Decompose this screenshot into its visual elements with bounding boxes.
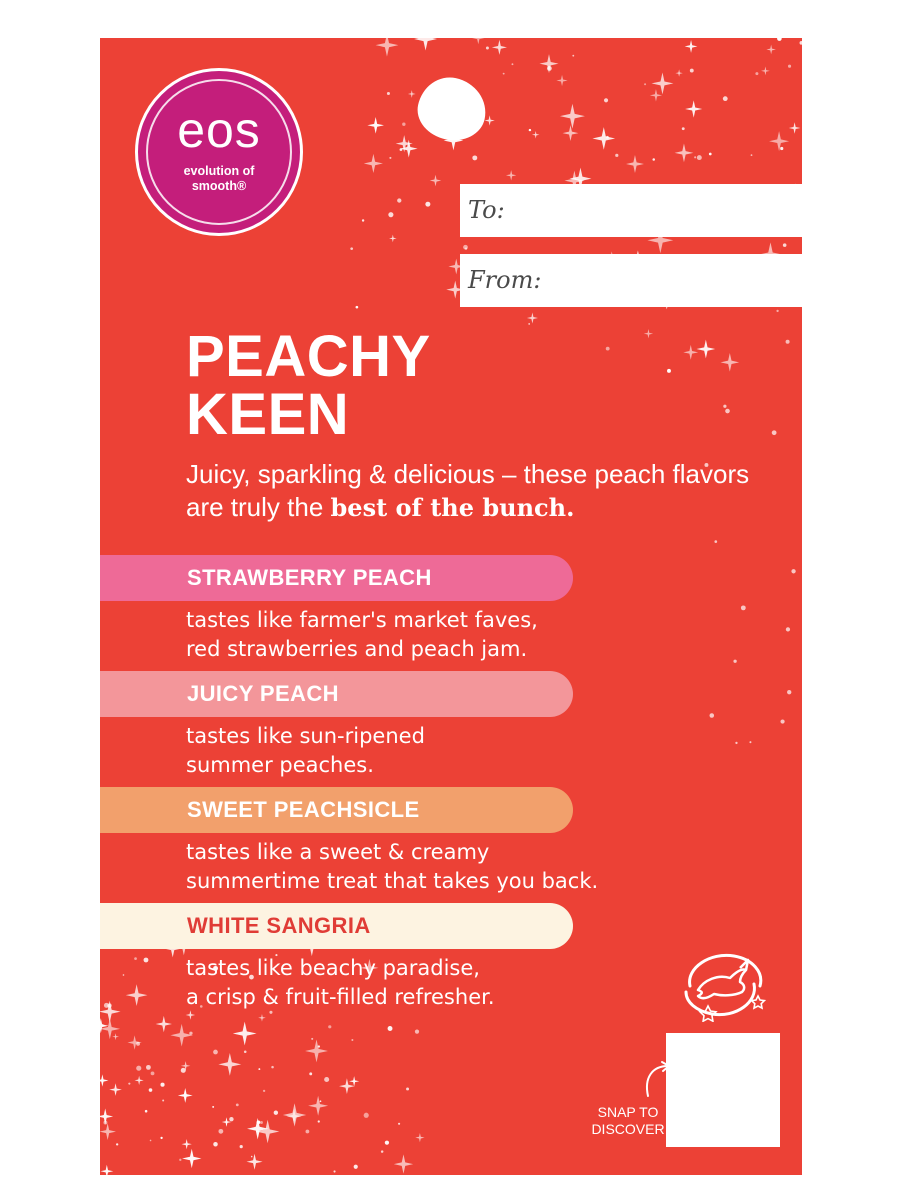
sparkle — [644, 329, 653, 338]
sparkle-dot — [791, 569, 795, 573]
sparkle-dot — [788, 65, 791, 68]
sparkle — [506, 170, 516, 180]
sparkle-dot — [350, 247, 353, 250]
sparkle-dot — [486, 47, 489, 50]
sparkle-dot — [236, 1103, 239, 1106]
sparkle — [135, 1076, 144, 1085]
flavor-bar-white-sangria — [100, 903, 573, 949]
sparkle-dot — [529, 129, 531, 131]
sparkle-dot — [189, 1032, 192, 1035]
sparkle-dot — [777, 38, 782, 41]
sparkle-dot — [709, 713, 714, 718]
snap-to-discover-label — [588, 1104, 668, 1138]
sparkle — [367, 117, 384, 134]
intro-body: Juicy, sparkling & delicious – these peach flavors are truly the — [186, 459, 750, 522]
sparkle-dot — [776, 310, 778, 312]
sparkle — [766, 45, 776, 55]
sparkle-dot — [503, 73, 505, 75]
sparkle — [675, 69, 682, 76]
sparkle — [539, 54, 558, 73]
sparkle-dot — [741, 605, 746, 610]
sparkle-dot — [425, 202, 430, 207]
sparkle-dot — [735, 742, 737, 744]
sparkle-dot — [512, 63, 514, 65]
sparkle-dot — [723, 405, 726, 408]
sparkle — [675, 143, 694, 162]
sparkle — [100, 1018, 108, 1033]
sparkle-dot — [697, 155, 702, 160]
flavor-desc-white-sangria — [186, 954, 726, 1012]
flavor-desc-strawberry-peach — [186, 606, 726, 664]
sparkle-dot — [213, 1050, 218, 1055]
sparkle-dot — [128, 1083, 130, 1085]
sparkle-dot — [318, 1120, 320, 1122]
snapcode-placeholder[interactable] — [666, 1033, 780, 1147]
flavor-desc-juicy-peach — [186, 722, 726, 780]
intro-text — [186, 458, 766, 524]
sparkle-dot — [306, 1130, 310, 1134]
flavor-desc-line: red strawberries and peach jam. — [186, 637, 528, 661]
sparkle — [308, 1096, 328, 1116]
sparkle — [563, 125, 579, 141]
flavor-desc-line: summer peaches. — [186, 753, 374, 777]
to-field[interactable] — [460, 184, 802, 237]
flavor-desc-line: tastes like farmer's market faves, — [186, 608, 538, 632]
sparkle — [415, 1133, 424, 1142]
sparkle — [761, 67, 770, 76]
sparkle — [170, 1024, 193, 1047]
sparkle-dot — [151, 1071, 155, 1075]
sparkle-dot — [723, 96, 728, 101]
sparkle-dot — [786, 627, 790, 631]
sparkle-dot — [162, 1100, 164, 1102]
sparkle — [127, 1035, 141, 1049]
sparkle-dot — [116, 1143, 118, 1145]
sparkle — [109, 1083, 122, 1096]
sparkle-dot — [146, 1065, 151, 1070]
sparkle-dot — [144, 958, 149, 963]
sparkle — [305, 1040, 328, 1063]
sparkle-dot — [160, 1083, 164, 1087]
sparkle — [685, 100, 702, 117]
sparkle-dot — [800, 41, 802, 45]
sparkle — [287, 1109, 302, 1124]
sparkle — [492, 40, 507, 55]
sparkle-dot — [136, 1042, 140, 1046]
sparkle-dot — [356, 306, 359, 309]
sparkle-dot — [604, 98, 608, 102]
sparkle-dot — [103, 1121, 107, 1125]
sparkle-dot — [733, 660, 736, 663]
sparkle-dot — [274, 1111, 278, 1115]
sparkle — [592, 127, 615, 150]
headline-line2: KEEN — [186, 382, 350, 447]
sparkle-dot — [328, 1025, 331, 1028]
sparkle-dot — [218, 1129, 223, 1134]
sparkle — [430, 175, 442, 187]
sparkle-dot — [354, 1165, 358, 1169]
sparkle — [218, 1053, 241, 1076]
sparkle — [364, 154, 383, 173]
eos-logo — [135, 68, 303, 236]
sparkle-dot — [682, 127, 685, 130]
sparkle — [389, 235, 397, 243]
sparkle — [484, 115, 494, 125]
sparkle — [100, 1001, 121, 1023]
sparkle-dot — [309, 1072, 312, 1075]
flavor-bar-strawberry-peach — [100, 555, 573, 601]
sparkle-dot — [150, 1140, 152, 1142]
sparkle-dot — [652, 158, 655, 161]
sparkle — [258, 1014, 266, 1022]
sparkle-dot — [690, 69, 694, 73]
sparkle-dot — [694, 156, 696, 158]
sparkle-dot — [606, 347, 610, 351]
sparkle-dot — [398, 1123, 400, 1125]
sparkle-dot — [406, 1087, 409, 1090]
flavor-desc-line: tastes like beachy paradise, — [186, 956, 480, 980]
sparkle — [126, 984, 148, 1006]
flavor-name: JUICY PEACH — [187, 681, 339, 706]
sparkle-dot — [751, 154, 753, 156]
sparkle-dot — [606, 136, 609, 139]
sparkle-dot — [709, 153, 712, 156]
sparkle — [376, 38, 399, 57]
sparkle — [156, 1016, 172, 1032]
sparkle-dot — [271, 1066, 274, 1069]
sparkle-dot — [258, 1068, 260, 1070]
sparkle — [178, 1088, 193, 1103]
sparkle — [683, 345, 698, 360]
intro-emphasis: best of the bunch. — [330, 493, 575, 522]
sparkle-dot — [772, 430, 777, 435]
headline-line1: PEACHY — [186, 324, 431, 389]
flavor-bar-sweet-peachsicle — [100, 787, 573, 833]
sparkle-dot — [351, 1039, 353, 1041]
sparkle — [720, 353, 739, 372]
sparkle-dot — [783, 243, 787, 247]
to-label: To: — [468, 196, 505, 224]
sparkle-dot — [149, 1088, 153, 1092]
sparkle-dot — [333, 1170, 335, 1172]
sparkle-dot — [263, 1090, 265, 1092]
sparkle — [626, 155, 644, 173]
sparkle-dot — [181, 1068, 186, 1073]
sparkle-dot — [311, 1038, 313, 1040]
logo-tagline — [138, 164, 300, 194]
sparkle-dot — [388, 212, 393, 217]
sparkle-dot — [615, 154, 618, 157]
sparkle-dot — [787, 690, 791, 694]
flavor-name: STRAWBERRY PEACH — [187, 565, 432, 590]
sparkle — [182, 1149, 201, 1168]
sparkle-dot — [251, 1156, 253, 1158]
from-field[interactable] — [460, 254, 802, 307]
sparkle — [472, 38, 484, 44]
sparkle-dot — [528, 323, 530, 325]
sparkle — [650, 89, 662, 101]
from-label: From: — [468, 266, 542, 294]
logo-tagline-line1: evolution of — [183, 164, 255, 178]
sparkle-dot — [472, 155, 477, 160]
sparkle — [100, 1019, 120, 1040]
sparkle — [112, 1033, 119, 1040]
sparkle — [651, 72, 673, 94]
sparkle — [527, 312, 538, 323]
sparkle-dot — [397, 198, 401, 202]
sparkle-dot — [324, 1077, 329, 1082]
sparkle-dot — [381, 1150, 383, 1152]
sparkle — [408, 90, 416, 98]
sparkle — [349, 1076, 359, 1086]
sparkle-dot — [160, 1137, 162, 1139]
sparkle — [414, 38, 437, 50]
packaging-card — [100, 38, 802, 1175]
sparkle-dot — [644, 83, 646, 85]
sparkle-dot — [212, 1106, 214, 1108]
logo-wordmark: eos — [177, 102, 261, 158]
sparkle-dot — [134, 957, 137, 960]
sparkle-dot — [465, 247, 467, 249]
flavor-desc-line: tastes like a sweet & creamy — [186, 840, 490, 864]
flavor-desc-sweet-peachsicle — [186, 838, 726, 896]
sparkle — [697, 340, 716, 359]
sparkle — [100, 1165, 113, 1175]
sparkle-dot — [213, 1142, 218, 1147]
snap-line2: DISCOVER — [591, 1121, 665, 1137]
sparkle-dot — [755, 72, 758, 75]
sparkle-dot — [786, 340, 790, 344]
flavor-name: WHITE SANGRIA — [187, 913, 371, 938]
sparkle-dot — [320, 1100, 322, 1102]
sparkle-dot — [780, 720, 784, 724]
sparkle — [556, 75, 567, 86]
sparkle — [100, 1074, 109, 1086]
sparkle-dot — [725, 409, 730, 414]
sparkle — [769, 131, 789, 151]
sparkle-dot — [145, 1110, 148, 1113]
sparkle-dot — [572, 55, 574, 57]
sparkle-dot — [388, 1026, 393, 1031]
snap-line1: SNAP TO — [597, 1104, 659, 1120]
flavor-name: SWEET PEACHSICLE — [187, 797, 420, 822]
sparkle — [789, 122, 801, 134]
sparkle-dot — [389, 157, 391, 159]
sparkle-dot — [364, 1113, 369, 1118]
sparkle-dot — [415, 1030, 419, 1034]
sparkle-dot — [402, 123, 405, 126]
sparkle-dot — [257, 1120, 261, 1124]
sparkle-dot — [385, 1141, 389, 1145]
leaping-bunny-icon — [672, 946, 772, 1022]
sparkle — [560, 104, 585, 129]
headline — [186, 324, 431, 447]
sparkle-dot — [318, 1045, 320, 1047]
sparkle — [685, 40, 698, 53]
sparkle-dot — [179, 1159, 181, 1161]
flavor-desc-line: tastes like sun-ripened — [186, 724, 425, 748]
logo-tagline-line2: smooth® — [191, 179, 247, 193]
sparkle — [233, 1022, 257, 1046]
sparkle — [532, 131, 540, 139]
sparkle-dot — [667, 369, 671, 373]
sparkle-dot — [244, 1050, 247, 1053]
sparkle-dot — [780, 147, 783, 150]
flavor-bar-juicy-peach — [100, 671, 573, 717]
sparkle-dot — [260, 1121, 263, 1124]
sparkle — [100, 1123, 116, 1140]
sparkle-dot — [362, 219, 364, 221]
sparkle-dot — [714, 540, 717, 543]
sparkle-dot — [240, 1145, 243, 1148]
sparkle — [182, 1139, 192, 1149]
sparkle-dot — [136, 1066, 141, 1071]
flavor-desc-line: a crisp & fruit-filled refresher. — [186, 985, 495, 1009]
sparkle-dot — [749, 741, 751, 743]
sparkle-dot — [387, 92, 390, 95]
flavor-desc-line: summertime treat that takes you back. — [186, 869, 599, 893]
sparkle-dot — [123, 974, 125, 976]
sparkle — [247, 1154, 263, 1170]
sparkle — [394, 1154, 413, 1173]
sparkle-dot — [229, 1117, 233, 1121]
